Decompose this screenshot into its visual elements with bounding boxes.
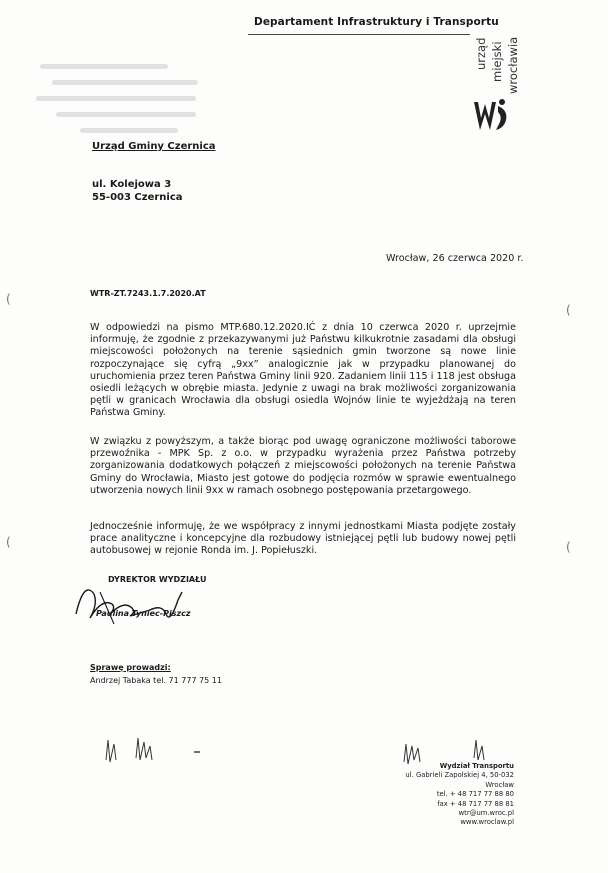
- faded-stamp-line: [36, 96, 196, 101]
- margin-mark: (: [566, 303, 571, 317]
- reference-number: WTR-ZT.7243.1.7.2020.AT: [90, 289, 206, 298]
- footer-line: Wydział Transportu: [439, 762, 514, 770]
- department-name: Departament Infrastruktury i Transportu: [254, 16, 499, 28]
- bottom-stamp-marks: [100, 730, 210, 770]
- recipient-street: ul. Kolejowa 3: [92, 179, 172, 190]
- paragraph-1: W odpowiedzi na pismo MTP.680.12.2020.IĆ z dnia 10 czerwca 2020 r. uprzejmie informuję, że zgodnie z przekazywanymi już Państwu kilkukrotnie zasadami dla obsługi miejscowości położonych na terenie sąsiednich gmin tworzone są nowe linie rozpoczynające się cyfrą „9xx” analogicznie jak w przypadku planowanej do uruchomienia przez teren Państwa Gminy linii 920. Zadaniem linii 115 i 118 jest obsługa osiedli leżących w obrębie miasta. Jedynie z uwagi na brak możliwości zorganizowania pętli w granicach Wrocławia dla obsługi osiedla Wojnów linie te wyjeżdżają na teren Państwa Gminy.: [90, 322, 516, 419]
- faded-stamp-line: [56, 112, 196, 117]
- paragraph-2: W związku z powyższym, a także biorąc pod uwagę ograniczone możliwości taborowe przewoźnika - MPK Sp. z o.o. w przypadku wyrażenia przez Państwa potrzeby zorganizowania dodatkowych połączeń z miejscowości położonych na terenie Państwa Gminy do Wrocławia, Miasto jest gotowe do podjęcia rozmów w sprawie ewentualnego utworzenia nowych linii 9xx w ramach osobnego postępowania przetargowego.: [90, 436, 516, 496]
- letter-date: Wrocław, 26 czerwca 2020 r.: [386, 253, 524, 264]
- footer-line: www.wroclaw.pl: [460, 818, 514, 827]
- margin-mark: (: [566, 540, 571, 554]
- footer-line: tel. + 48 717 77 88 80: [436, 790, 514, 799]
- recipient-city: 55-003 Czernica: [92, 192, 183, 203]
- margin-mark: (: [6, 535, 11, 549]
- wordmark-line-1: urząd: [474, 37, 488, 70]
- wordmark-line-3: wrocławia: [506, 36, 520, 94]
- signature-title: DYREKTOR WYDZIAŁU: [108, 575, 207, 584]
- paragraph-3: Jednocześnie informuję, że we współpracy z innymi jednostkami Miasta podjęte zostały prace analityczne i koncepcyjne dla rozbudowy istniejącej pętli lub budowy nowej pętli autobusowej w rejonie Ronda im. J. Popiełuszki.: [90, 521, 516, 557]
- faded-stamp-line: [52, 80, 198, 85]
- footer-line: wtr@um.wroc.pl: [458, 809, 514, 818]
- margin-mark: (: [6, 292, 11, 306]
- footer-line: fax + 48 717 77 88 81: [437, 799, 514, 808]
- footer-address: [404, 762, 514, 828]
- contact-label: Sprawę prowadzi:: [90, 663, 171, 672]
- wroclaw-logo-icon: [472, 96, 512, 136]
- signatory-name: Paulina Tyniec-Piszcz: [96, 609, 191, 618]
- contact-person: Andrzej Tabaka tel. 71 777 75 11: [90, 676, 222, 685]
- wordmark-line-2: miejski: [490, 41, 504, 82]
- footer-line: ul. Gabrieli Zapolskiej 4, 50-032 Wrocław: [405, 771, 514, 789]
- handwritten-signature: [70, 574, 210, 630]
- city-office-wordmark: [466, 20, 536, 100]
- faded-stamp-line: [40, 64, 168, 69]
- recipient-name: Urząd Gminy Czernica: [92, 141, 216, 152]
- header-divider: [248, 34, 470, 35]
- faded-stamp-line: [80, 128, 178, 133]
